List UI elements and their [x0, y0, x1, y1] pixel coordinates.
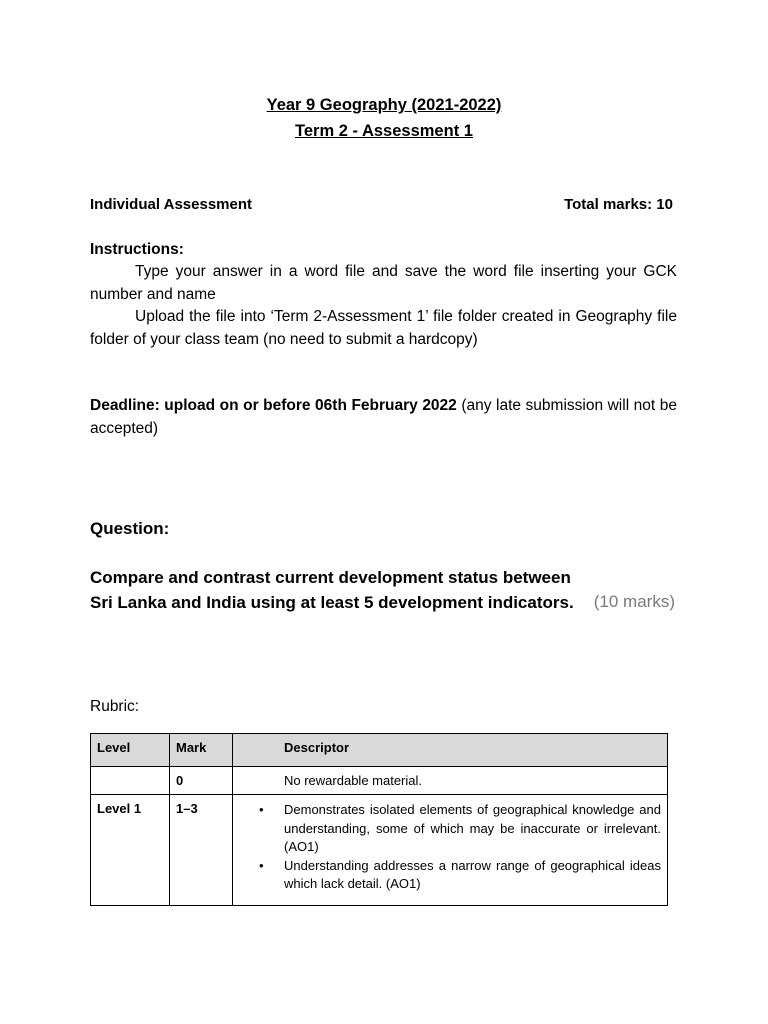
question-block: [90, 566, 675, 615]
deadline-note: (any late submission will not be accepted): [90, 397, 677, 437]
question-label: Question:: [90, 519, 170, 538]
rubric-label: Rubric:: [90, 698, 140, 715]
total-marks: Total marks: 10: [564, 196, 673, 213]
descriptor-text: Demonstrates isolated elements of geographical knowledge and understanding, some of which may be inaccurate or irrelevant. (AO1): [284, 802, 661, 854]
document-title: Year 9 Geography (2021-2022): [266, 96, 502, 114]
instruction-item-2: Upload the file into ‘Term 2-Assessment 1’ file folder created in Geography file folder of your class team (no need to submit a hardcopy): [90, 308, 677, 348]
rubric-cell-mark: 0: [170, 767, 233, 795]
question-text: Compare and contrast current development status between Sri Lanka and India using at least 5 development indicators.: [90, 568, 574, 612]
instructions-label: Instructions:: [90, 241, 184, 258]
rubric-cell-mark: 1–3: [170, 795, 233, 906]
bullet-icon: •: [259, 802, 264, 817]
instruction-item-1: Type your answer in a word file and save the word file inserting your GCK number and name: [90, 263, 677, 303]
document-subtitle: Term 2 - Assessment 1: [295, 122, 473, 140]
assessment-type: Individual Assessment: [90, 196, 252, 213]
rubric-cell-descriptor: No rewardable material.: [233, 767, 668, 795]
rubric-row: [91, 767, 668, 795]
deadline-date: Deadline: upload on or before 06th February 2022: [90, 397, 457, 414]
deadline-paragraph: [90, 395, 677, 440]
rubric-header-level: Level: [91, 734, 170, 767]
rubric-header-descriptor: Descriptor: [233, 734, 668, 767]
descriptor-text: Understanding addresses a narrow range of geographical ideas which lack detail. (AO1): [284, 857, 661, 891]
descriptor-item: [259, 857, 661, 894]
question-marks: (10 marks): [593, 592, 675, 611]
descriptor-item: [259, 801, 661, 857]
rubric-header-mark: Mark: [170, 734, 233, 767]
rubric-cell-descriptor: [233, 795, 668, 906]
rubric-table: [90, 733, 668, 906]
rubric-cell-level: [91, 767, 170, 795]
descriptor-list: [259, 801, 661, 894]
rubric-cell-level: Level 1: [91, 795, 170, 906]
rubric-row: [91, 795, 668, 906]
bullet-icon: •: [259, 857, 264, 873]
rubric-header-row: [91, 734, 668, 767]
